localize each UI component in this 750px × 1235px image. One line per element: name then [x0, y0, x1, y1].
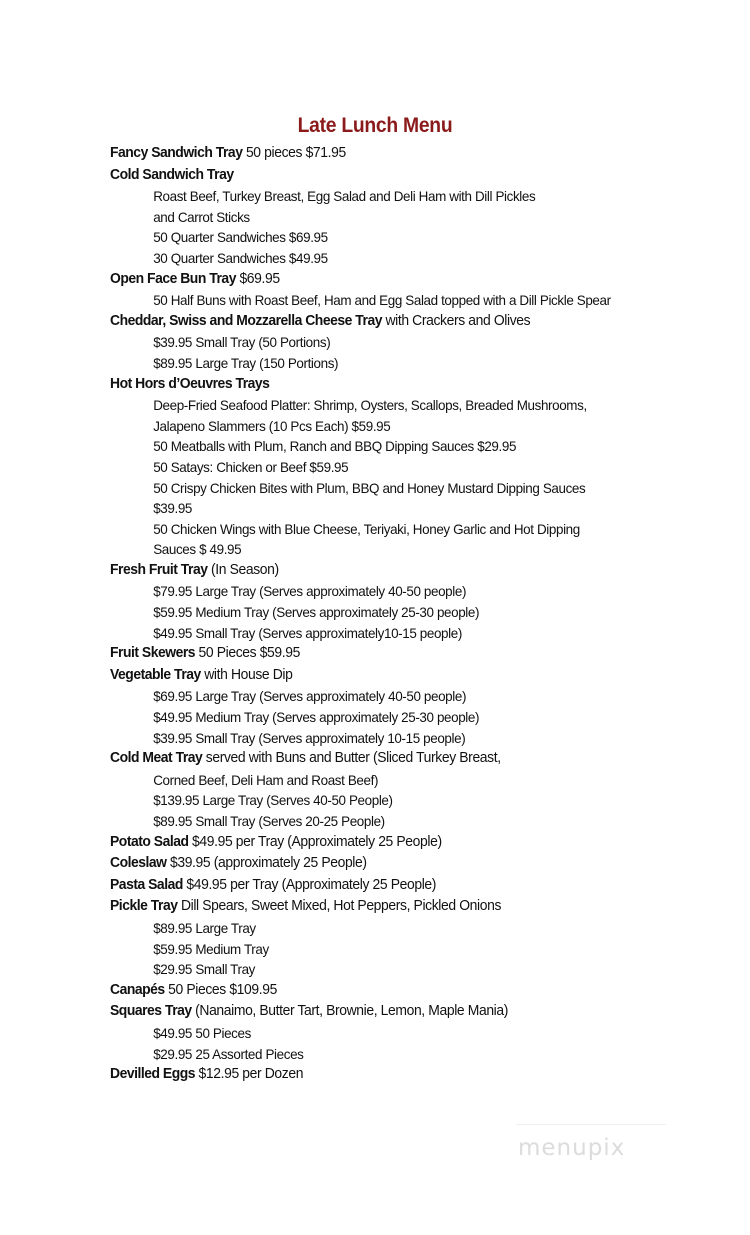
- menu-item-potato-salad: [110, 832, 696, 854]
- item-detail-line: Roast Beef, Turkey Breast, Egg Salad and Deli Ham with Dill Pickles: [153, 188, 536, 205]
- menu-title: Late Lunch Menu: [297, 114, 453, 137]
- item-detail-line: 50 Meatballs with Plum, Ranch and BBQ Dipping Sauces $29.95: [153, 438, 517, 455]
- item-name: Fresh Fruit Tray: [110, 561, 208, 578]
- menu-item-cheese-tray: [110, 311, 696, 333]
- item-price-line: $69.95 Large Tray (Serves approximately 40-50 people): [153, 688, 467, 705]
- menu-item-fruit-skewers: [110, 643, 696, 665]
- item-name: Fruit Skewers: [110, 645, 196, 662]
- item-price-line: $49.95 Medium Tray (Serves approximately 25-30 people): [153, 709, 480, 726]
- item-detail: 50 pieces $71.95: [242, 145, 346, 161]
- item-price-line: $89.95 Large Tray: [153, 919, 256, 936]
- item-name: Pickle Tray: [110, 898, 178, 915]
- menu-item-cold-meat-tray: [110, 748, 696, 770]
- item-detail-line: 50 Chicken Wings with Blue Cheese, Teriyaki, Honey Garlic and Hot Dipping: [153, 520, 580, 537]
- item-price-line: 30 Quarter Sandwiches $49.95: [153, 249, 328, 266]
- item-detail-line: $39.95: [153, 500, 193, 517]
- item-price-line: $89.95 Small Tray (Serves 20-25 People): [153, 813, 385, 829]
- item-detail-line: and Carrot Sticks: [153, 208, 250, 225]
- item-detail: $49.95 per Tray (Approximately 25 People): [182, 876, 437, 893]
- item-detail-line: Sauces $ 49.95: [153, 541, 242, 558]
- menu-list: [110, 143, 720, 1086]
- menu-item-squares-tray: [110, 1001, 696, 1023]
- item-name: Pasta Salad: [110, 876, 183, 893]
- item-detail: (In Season): [207, 561, 279, 578]
- menu-item-hot-hors-doeuvres-trays: [110, 374, 696, 396]
- item-detail: $12.95 per Dozen: [195, 1066, 304, 1083]
- item-price-line: $79.95 Large Tray (Serves approximately 40-50 people): [153, 583, 467, 600]
- item-name: Vegetable Tray: [110, 666, 201, 683]
- item-detail: $69.95: [235, 270, 280, 287]
- item-detail: served with Buns and Butter (Sliced Turkey Breast,: [202, 750, 501, 767]
- item-name: Squares Tray: [110, 1003, 192, 1020]
- item-detail: $39.95 (approximately 25 People): [166, 855, 367, 872]
- item-price-line: $29.95 25 Assorted Pieces: [153, 1045, 304, 1062]
- menu-item-canapes: [110, 980, 696, 1002]
- item-price-line: $139.95 Large Tray (Serves 40-50 People): [153, 792, 393, 809]
- menu-item-pasta-salad: [110, 875, 696, 897]
- menu-item-fresh-fruit-tray: [110, 560, 696, 582]
- item-detail-line: Corned Beef, Deli Ham and Roast Beef): [153, 771, 379, 788]
- item-detail-line: 50 Half Buns with Roast Beef, Ham and Egg Salad topped with a Dill Pickle Spear: [153, 292, 611, 309]
- item-name: Coleslaw: [110, 855, 167, 872]
- menu-item-cold-sandwich-tray: [110, 165, 696, 187]
- item-name: Potato Salad: [110, 833, 189, 850]
- item-name: Fancy Sandwich Tray: [110, 145, 243, 161]
- item-price-line: $29.95 Small Tray: [153, 961, 256, 978]
- menupix-watermark: [516, 1124, 666, 1167]
- item-detail-line: 50 Satays: Chicken or Beef $59.95: [153, 458, 349, 475]
- item-detail: 50 Pieces $109.95: [164, 981, 277, 998]
- menu-item-fancy-sandwich-tray: [110, 143, 696, 165]
- item-price-line: $89.95 Large Tray (150 Portions): [153, 354, 339, 371]
- menu-item-devilled-eggs: [110, 1064, 696, 1086]
- item-detail-line: Jalapeno Slammers (10 Pcs Each) $59.95: [153, 417, 391, 434]
- item-name: Cold Meat Tray: [110, 750, 203, 767]
- item-price-line: 50 Quarter Sandwiches $69.95: [153, 229, 328, 246]
- item-name: Devilled Eggs: [110, 1066, 196, 1083]
- item-detail: $49.95 per Tray (Approximately 25 People): [188, 833, 442, 850]
- item-price-line: $59.95 Medium Tray (Serves approximately 25-30 people): [153, 604, 480, 621]
- item-price-line: $49.95 50 Pieces: [153, 1024, 251, 1041]
- menu-item-pickle-tray: [110, 896, 696, 918]
- item-name: Hot Hors d’Oeuvres Trays: [110, 375, 270, 392]
- menu-item-open-face-bun-tray: [110, 269, 696, 291]
- menu-item-coleslaw: [110, 853, 696, 875]
- item-name: Canapés: [110, 981, 165, 998]
- item-name: Cheddar, Swiss and Mozzarella Cheese Tray: [110, 312, 382, 329]
- item-price-line: $59.95 Medium Tray: [153, 940, 269, 957]
- menu-item-vegetable-tray: [110, 665, 696, 687]
- item-price-line: $49.95 Small Tray (Serves approximately10-15 people): [153, 624, 462, 641]
- watermark-text: menupix: [518, 1135, 626, 1161]
- item-detail: Dill Spears, Sweet Mixed, Hot Peppers, Pickled Onions: [177, 898, 502, 915]
- item-price-line: $39.95 Small Tray (Serves approximately 10-15 people): [153, 729, 466, 746]
- item-price-line: $39.95 Small Tray (50 Portions): [153, 334, 331, 351]
- item-name: Cold Sandwich Tray: [110, 166, 234, 183]
- item-name: Open Face Bun Tray: [110, 270, 236, 287]
- item-detail: with Crackers and Olives: [381, 312, 531, 329]
- item-detail-line: 50 Crispy Chicken Bites with Plum, BBQ and Honey Mustard Dipping Sauces: [153, 479, 586, 496]
- item-detail: (Nanaimo, Butter Tart, Brownie, Lemon, Maple Mania): [191, 1003, 509, 1020]
- item-detail: with House Dip: [200, 666, 293, 683]
- item-detail-line: Deep-Fried Seafood Platter: Shrimp, Oysters, Scallops, Breaded Mushrooms,: [153, 397, 587, 414]
- item-detail: 50 Pieces $59.95: [195, 645, 300, 662]
